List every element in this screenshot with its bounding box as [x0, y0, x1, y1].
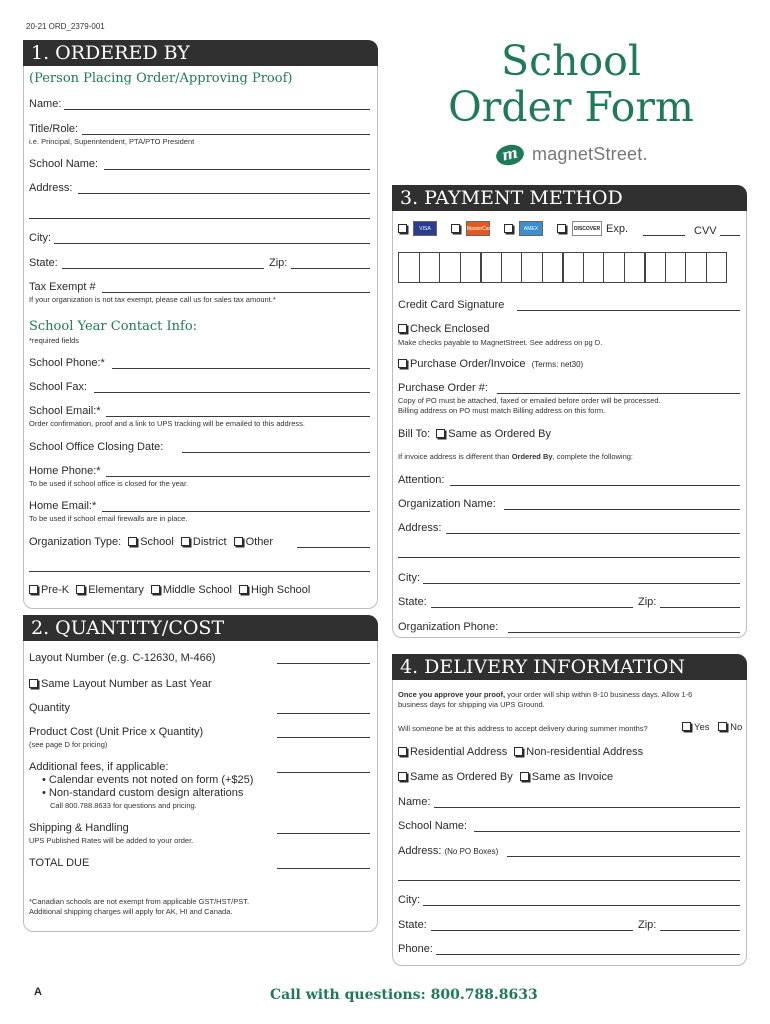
nonresidential-label: Non-residential Address — [526, 746, 644, 758]
total-due-label: TOTAL DUE — [29, 857, 90, 869]
po-number-field[interactable] — [497, 393, 740, 394]
bill-org-phone-field[interactable] — [508, 632, 740, 633]
bill-same-checkbox[interactable] — [436, 429, 445, 438]
zip-label: Zip: — [269, 257, 288, 269]
ship-name-label: Name: — [398, 796, 431, 808]
org-other-field-line2[interactable] — [29, 571, 370, 572]
ship-phone-field[interactable] — [436, 954, 740, 955]
quantity-field[interactable] — [277, 713, 370, 714]
amex-icon: AMEX — [519, 221, 543, 236]
address-type-row — [398, 746, 643, 759]
invoice-hint — [398, 452, 633, 461]
home-email-field[interactable] — [102, 511, 370, 512]
canada-note-2: Additional shipping charges will apply for AK, HI and Canada. — [29, 907, 233, 916]
invoice-hint-post: , complete the following: — [552, 452, 634, 461]
ship-state-field[interactable] — [431, 930, 633, 931]
home-phone-label: Home Phone:* — [29, 465, 101, 477]
bill-to-label: Bill To: — [398, 428, 431, 440]
school-fax-label: School Fax: — [29, 381, 88, 393]
bill-address-field-line2[interactable] — [398, 557, 740, 558]
org-district-checkbox[interactable] — [181, 537, 190, 546]
bill-address-label: Address: — [398, 522, 442, 534]
additional-fees-field[interactable] — [277, 772, 370, 773]
ship-address-row — [398, 845, 498, 858]
summer-yes-label: Yes — [694, 722, 710, 733]
cvv-field[interactable] — [720, 235, 740, 236]
check-enclosed-checkbox[interactable] — [398, 324, 407, 333]
grade-elem-label: Elementary — [88, 584, 144, 596]
no-po-boxes-note: (No PO Boxes) — [444, 847, 499, 856]
zip-field[interactable] — [291, 268, 370, 269]
card-digit-box[interactable] — [665, 252, 687, 283]
po-hint-2: Billing address on PO must match Billing address on this form. — [398, 406, 606, 415]
bill-org-name-field[interactable] — [504, 509, 740, 510]
mastercard-icon: MasterCard — [466, 221, 490, 236]
tax-exempt-hint: If your organization is not tax exempt, please call us for sales tax amount.* — [29, 295, 276, 304]
same-layout-label: Same Layout Number as Last Year — [41, 678, 212, 690]
name-label: Name: — [29, 98, 62, 110]
po-invoice-checkbox[interactable] — [398, 359, 407, 368]
city-field[interactable] — [54, 243, 370, 244]
po-number-label: Purchase Order #: — [398, 382, 488, 394]
school-phone-field[interactable] — [112, 368, 370, 369]
residential-checkbox[interactable] — [398, 747, 407, 756]
ship-city-label: City: — [398, 894, 420, 906]
ship-address-field-line2[interactable] — [398, 880, 740, 881]
summer-yes-checkbox[interactable] — [682, 722, 691, 731]
same-layout-row — [29, 678, 212, 691]
check-enclosed-label: Check Enclosed — [410, 323, 490, 335]
ship-zip-label: Zip: — [638, 919, 657, 931]
card-digit-box[interactable] — [419, 252, 441, 283]
grade-prek-checkbox[interactable] — [29, 585, 38, 594]
canada-note-1: *Canadian schools are not exempt from applicable GST/HST/PST. — [29, 897, 250, 906]
ship-state-label: State: — [398, 919, 427, 931]
ship-address-field[interactable] — [507, 856, 740, 857]
state-field[interactable] — [62, 268, 264, 269]
payment-method-heading: 3. PAYMENT METHOD — [392, 185, 747, 211]
bill-state-label: State: — [398, 596, 427, 608]
check-row — [398, 323, 490, 336]
home-phone-hint: To be used if school office is closed for the year. — [29, 479, 189, 488]
card-options — [398, 221, 628, 236]
school-name-field[interactable] — [104, 169, 370, 170]
exp-label: Exp. — [606, 222, 629, 235]
call-with-questions: Call with questions: 800.788.8633 — [270, 987, 538, 1003]
approve-note-bold: Once you approve your proof, — [398, 690, 506, 699]
state-label: State: — [29, 257, 58, 269]
delivery-information-heading: 4. DELIVERY INFORMATION — [392, 654, 747, 680]
home-phone-field[interactable] — [106, 476, 370, 477]
home-email-label: Home Email:* — [29, 500, 97, 512]
grade-elem-checkbox[interactable] — [76, 585, 85, 594]
card-digit-box[interactable] — [398, 252, 420, 283]
signature-field[interactable] — [517, 310, 740, 311]
card-digit-box[interactable] — [644, 252, 666, 283]
form-title-line1: School — [501, 37, 641, 85]
title-role-field[interactable] — [82, 134, 370, 135]
card-digit-box[interactable] — [685, 252, 707, 283]
fee-custom-design: • Non-standard custom design alterations — [42, 787, 244, 799]
bill-org-phone-label: Organization Phone: — [398, 621, 499, 633]
card-number-boxes[interactable] — [398, 252, 726, 283]
layout-number-label: Layout Number (e.g. C-12630, M-466) — [29, 652, 216, 664]
tax-exempt-label: Tax Exempt # — [29, 281, 96, 293]
mastercard-checkbox[interactable] — [451, 224, 460, 233]
ship-zip-field[interactable] — [660, 930, 740, 931]
card-digit-box[interactable] — [439, 252, 461, 283]
visa-icon: VISA — [413, 221, 437, 236]
card-digit-box[interactable] — [624, 252, 646, 283]
ship-same-invoice-checkbox[interactable] — [520, 772, 529, 781]
tax-exempt-field[interactable] — [102, 292, 370, 293]
shipping-field[interactable] — [277, 833, 370, 834]
shipping-hint: UPS Published Rates will be added to your order. — [29, 836, 194, 845]
bill-city-field[interactable] — [423, 583, 740, 584]
org-school-checkbox[interactable] — [128, 537, 137, 546]
fee-call-note: Call 800.788.8633 for questions and pricing. — [50, 801, 197, 810]
same-layout-checkbox[interactable] — [29, 679, 38, 688]
check-hint: Make checks payable to MagnetStreet. See address on pg D. — [398, 338, 603, 347]
pricing-hint: (see page D for pricing) — [29, 740, 108, 749]
bill-zip-field[interactable] — [660, 607, 740, 608]
school-name-label: School Name: — [29, 158, 99, 170]
ship-address-label: Address: — [398, 845, 442, 857]
org-school-label: School — [140, 536, 174, 548]
bill-address-field[interactable] — [446, 533, 740, 534]
signature-label: Credit Card Signature — [398, 299, 505, 311]
bill-to-row — [398, 428, 551, 441]
ship-phone-label: Phone: — [398, 943, 433, 955]
discover-icon: DISCOVER — [572, 221, 602, 236]
name-field[interactable] — [64, 109, 370, 110]
card-digit-box[interactable] — [521, 252, 543, 283]
approve-note-1 — [398, 690, 692, 699]
org-other-field[interactable] — [297, 547, 370, 548]
quantity-cost-heading: 2. QUANTITY/COST — [23, 615, 378, 641]
nonresidential-checkbox[interactable] — [514, 747, 523, 756]
cvv-label: CVV — [694, 225, 717, 237]
product-cost-field[interactable] — [277, 737, 370, 738]
grade-high-checkbox[interactable] — [239, 585, 248, 594]
org-other-label: Other — [245, 536, 274, 548]
address-field-line2[interactable] — [29, 218, 370, 219]
org-other-checkbox[interactable] — [234, 537, 243, 546]
card-digit-box[interactable] — [480, 252, 502, 283]
discover-checkbox[interactable] — [557, 224, 566, 233]
logo-text: magnetStreet. — [532, 144, 648, 164]
title-role-hint: i.e. Principal, Superintendent, PTA/PTO President — [29, 137, 195, 146]
org-type-row — [29, 536, 273, 549]
bill-zip-label: Zip: — [638, 596, 657, 608]
card-digit-box[interactable] — [501, 252, 523, 283]
school-email-field[interactable] — [106, 416, 370, 417]
shipping-label: Shipping & Handling — [29, 822, 129, 834]
school-fax-field[interactable] — [94, 392, 370, 393]
page-letter: A — [34, 986, 42, 998]
grade-middle-label: Middle School — [162, 584, 232, 596]
form-title — [440, 38, 702, 130]
ordered-by-heading: 1. ORDERED BY — [23, 40, 378, 66]
closing-date-field[interactable] — [182, 452, 370, 453]
bill-org-name-label: Organization Name: — [398, 498, 496, 510]
ordered-by-subtitle: (Person Placing Order/Approving Proof) — [29, 71, 293, 86]
ship-same-row — [398, 771, 613, 784]
grade-prek-label: Pre-K — [41, 584, 70, 596]
title-role-label: Title/Role: — [29, 123, 79, 135]
grade-level-row — [29, 584, 310, 597]
invoice-hint-bold: Ordered By — [511, 452, 553, 461]
po-invoice-label: Purchase Order/Invoice — [410, 358, 526, 370]
logo-mark-icon: m — [494, 142, 526, 167]
summer-options — [682, 721, 742, 734]
summer-no-checkbox[interactable] — [718, 722, 727, 731]
contact-info-heading: School Year Contact Info: — [29, 319, 198, 334]
invoice-hint-pre: If invoice address is different than — [398, 452, 512, 461]
card-digit-box[interactable] — [562, 252, 584, 283]
card-digit-box[interactable] — [603, 252, 625, 283]
po-terms: (Terms: net30) — [531, 360, 584, 369]
school-phone-label: School Phone:* — [29, 357, 105, 369]
document-code: 20-21 ORD_2379-001 — [26, 22, 105, 31]
bill-city-label: City: — [398, 572, 420, 584]
bill-state-field[interactable] — [431, 607, 633, 608]
card-digit-box[interactable] — [583, 252, 605, 283]
attention-field[interactable] — [450, 485, 740, 486]
fee-calendar-events: • Calendar events not noted on form (+$25) — [42, 774, 254, 786]
amex-checkbox[interactable] — [504, 224, 513, 233]
exp-field[interactable] — [643, 235, 685, 236]
ship-school-name-field[interactable] — [474, 831, 740, 832]
po-invoice-row — [398, 358, 583, 371]
approve-note-2: business days for shipping via UPS Ground. — [398, 700, 545, 709]
quantity-label: Quantity — [29, 702, 70, 714]
attention-label: Attention: — [398, 474, 445, 486]
school-email-hint: Order confirmation, proof and a link to UPS tracking will be emailed to this address. — [29, 419, 305, 428]
grade-middle-checkbox[interactable] — [151, 585, 160, 594]
magnetstreet-logo — [496, 144, 648, 165]
ship-city-field[interactable] — [423, 905, 740, 906]
po-hint-1: Copy of PO must be attached, faxed or emailed before order will be processed. — [398, 396, 661, 405]
product-cost-label: Product Cost (Unit Price x Quantity) — [29, 726, 204, 738]
org-district-label: District — [192, 536, 227, 548]
card-digit-box[interactable] — [706, 252, 728, 283]
summer-no-label: No — [730, 722, 743, 733]
city-label: City: — [29, 232, 51, 244]
ship-name-field[interactable] — [434, 807, 740, 808]
layout-number-field[interactable] — [277, 663, 370, 664]
card-digit-box[interactable] — [460, 252, 482, 283]
visa-checkbox[interactable] — [398, 224, 407, 233]
org-type-label: Organization Type: — [29, 536, 122, 548]
grade-high-label: High School — [251, 584, 311, 596]
ship-same-ordered-label: Same as Ordered By — [410, 771, 513, 783]
residential-label: Residential Address — [410, 746, 508, 758]
ship-same-invoice-label: Same as Invoice — [531, 771, 614, 783]
ship-school-name-label: School Name: — [398, 820, 468, 832]
closing-date-label: School Office Closing Date: — [29, 441, 164, 453]
form-title-line2: Order Form — [448, 83, 694, 131]
school-email-label: School Email:* — [29, 405, 101, 417]
total-due-field[interactable] — [277, 868, 370, 869]
bill-same-label: Same as Ordered By — [448, 428, 551, 440]
card-digit-box[interactable] — [542, 252, 564, 283]
address-field[interactable] — [78, 193, 370, 194]
required-note: *required fields — [29, 336, 80, 345]
ship-same-ordered-checkbox[interactable] — [398, 772, 407, 781]
address-label: Address: — [29, 182, 73, 194]
approve-note-rest: your order will ship within 8-10 business days. Allow 1-6 — [505, 690, 693, 699]
additional-fees-label: Additional fees, if applicable: — [29, 761, 169, 773]
home-email-hint: To be used if school email firewalls are in place. — [29, 514, 188, 523]
summer-question: Will someone be at this address to accept delivery during summer months? — [398, 724, 648, 733]
